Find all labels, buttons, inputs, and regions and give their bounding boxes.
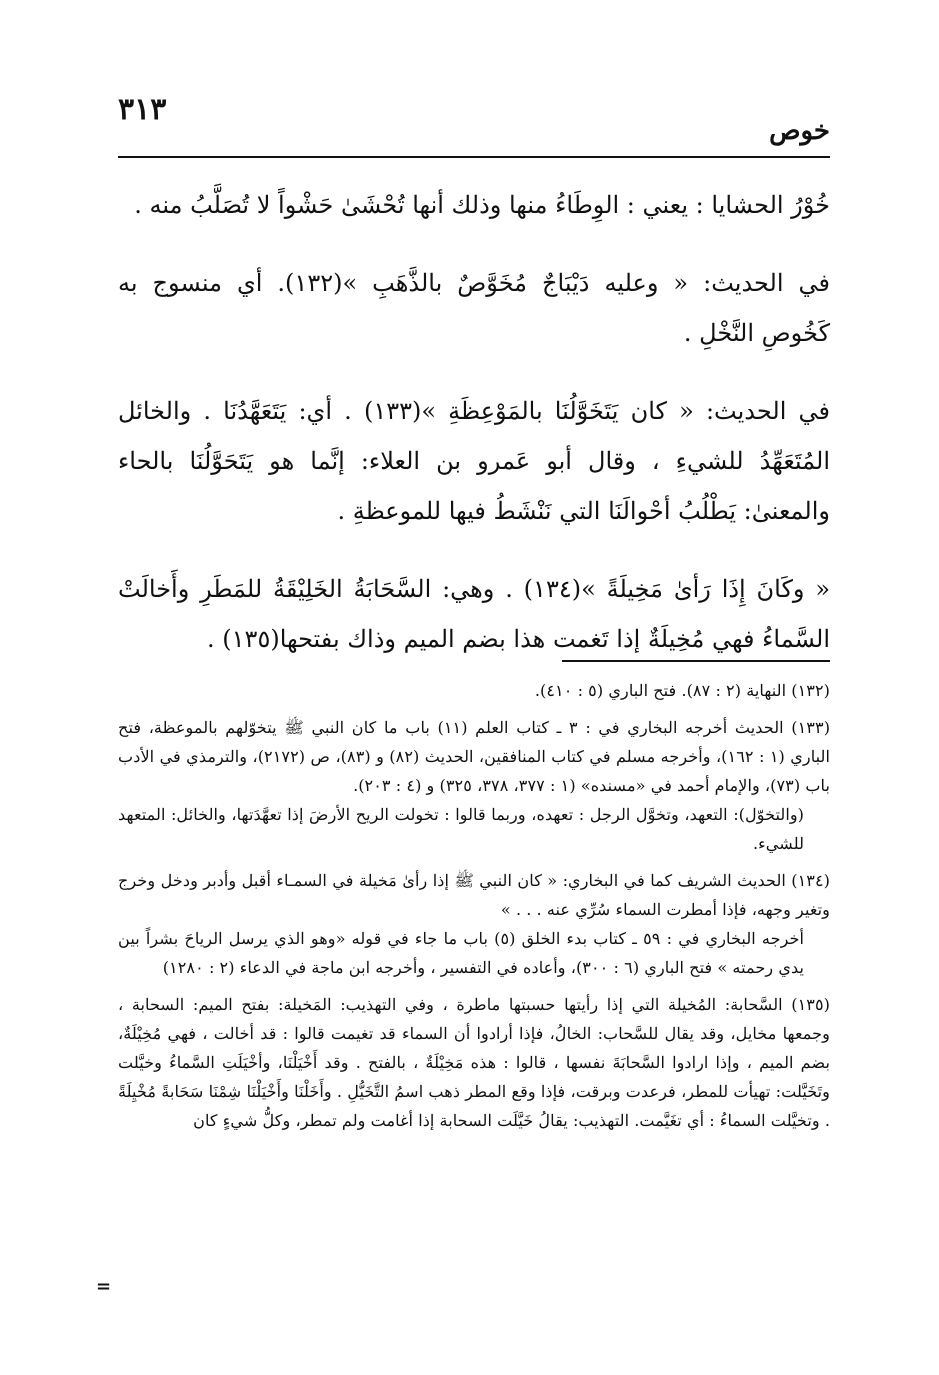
header-divider [118,156,830,158]
footnote-text: (والتخوّل): التعهد، وتخوَّل الرجل : تعهده، وربما قالوا : تخولت الريح الأرضَ إذا تعهَّدَتها، والخائل: المتعهد للشيء. [118,805,804,853]
paragraph: في الحديث: « كان يَتَخَوَّلُنَا بالمَوْعِظَةِ »(١٣٣) . أي: يَتَعَهَّدُنَا . والخائل المُتَعَهِّدُ للشيءِ ، وقال أبو عَمرو بن العلاء: إنَّما هو يَتَحَوَّلُنَا بالحاء والمعنىٰ: يَطْلُبُ أحْوالَنَا التي نَنْشَطُ فيها للموعظةِ . [118,397,830,525]
main-text [118,180,830,692]
footnote-text: (١٣٥) السَّحابة: المُخيلة التي إذا رأيتها حسبتها ماطرة ، وفي التهذيب: المَخيلة: بفتح الميم: السحابة ، وجمعها مخايل، وقد يقال للسَّحاب: الخالُ، فإذا أرادوا أن السماء قد تغيمت قالوا : قد أخالت ، فهي مُخِيْلَةٌ، بضم الميم ، وإذا ارادوا السَّحابَةَ نفسها ، قالوا : هذه مَخِيْلَةٌ ، بالفتح . وقد أَخْيَلْنَا، وأخْيَلَتِ السَّماءُ وخيَّلت وتَخَيَّلت: تهيأت للمطر، فرعدت وبرقت، فإذا وقع المطر ذهب اسمُ التَّخَيُّلِ . وأَخَلْنَا وأَخْيَلْنَا شِمْنَا سَحَابةً مُخْيِلَةً . وتخيَّلت السماءُ : أي تغَيَّمت. التهذيب: يقالُ خَيَّلَت السحابة إذا أغامت ولم تمطر، وكلُّ شيءٍ كان [118,995,830,1130]
paragraph: في الحديث: « وعليه دَيْبَاجٌ مُخَوَّصٌ بالذَّهَبِ »(١٣٢). أي منسوج به كَخُوصِ النَّخْلِ . [118,269,831,347]
footnote-text: (١٣٣) الحديث أخرجه البخاري في : ٣ ـ كتاب العلم (١١) باب ما كان النبي ﷺ يتخوّلهم بالموعظة، فتح الباري (١ : ١٦٢)، وأخرجه مسلم في كتاب المنافقين، الحديث (٨٢) و (٨٣)، ص (٢١٧٢)، والترمذي في الأدب باب (٧٣)، والإمام أحمد في «مسنده» (١ : ٣٧٧، ٣٧٨، ٣٢٥) و (٤ : ٢٠٣). [118,718,831,795]
footnote-text: أخرجه البخاري في : ٥٩ ـ كتاب بدء الخلق (٥) باب ما جاء في قوله «وهو الذي يرسل الرياحَ بشراً بين يدي رحمته » فتح الباري (٦ : ٣٠٠)، وأعاده في التفسير ، وأخرجه ابن ماجة في الدعاء (٢ : ١٢٨٠) [118,929,805,977]
continuation-mark: = [96,1276,112,1297]
footnotes [118,676,830,1143]
footnote-text: (١٣٤) الحديث الشريف كما في البخاري: « كان النبي ﷺ إذا رأىٰ مَخيلة في السمـاء أقبل وأدبر ودخل وخرج وتغير وجهه، فإذا أمطرت السماء سُرِّي عنه . . . » [118,871,830,919]
footnote-135 [118,990,830,1135]
page-header [118,92,830,162]
page-number: ٣١٣ [118,92,167,127]
entry-word-heading: خوص [769,116,830,146]
footnote-text: (١٣٢) النهاية (٢ : ٨٧). فتح الباري (٥ : ٤١٠). [534,681,830,700]
footnote-133 [118,713,830,858]
footnote-divider [562,660,830,662]
footnote-132 [118,676,830,705]
footnote-134 [118,866,830,982]
paragraph: « وكَانَ إِذَا رَأىٰ مَخِيلَةً »(١٣٤) . وهي: السَّحَابَةُ الخَلِيْقَةُ للمَطَرِ وأَخالَتْ السَّماءُ فهي مُخِيلَةٌ إذا تَغمت هذا بضم الميم وذاك بفتحها(١٣٥) . [118,575,831,653]
paragraph: خُوْرُ الحشايا : يعني : الوِطَاءُ منها وذلك أنها تُحْشَىٰ حَشْواً لا تُصَلَّبُ منه . [134,191,830,219]
